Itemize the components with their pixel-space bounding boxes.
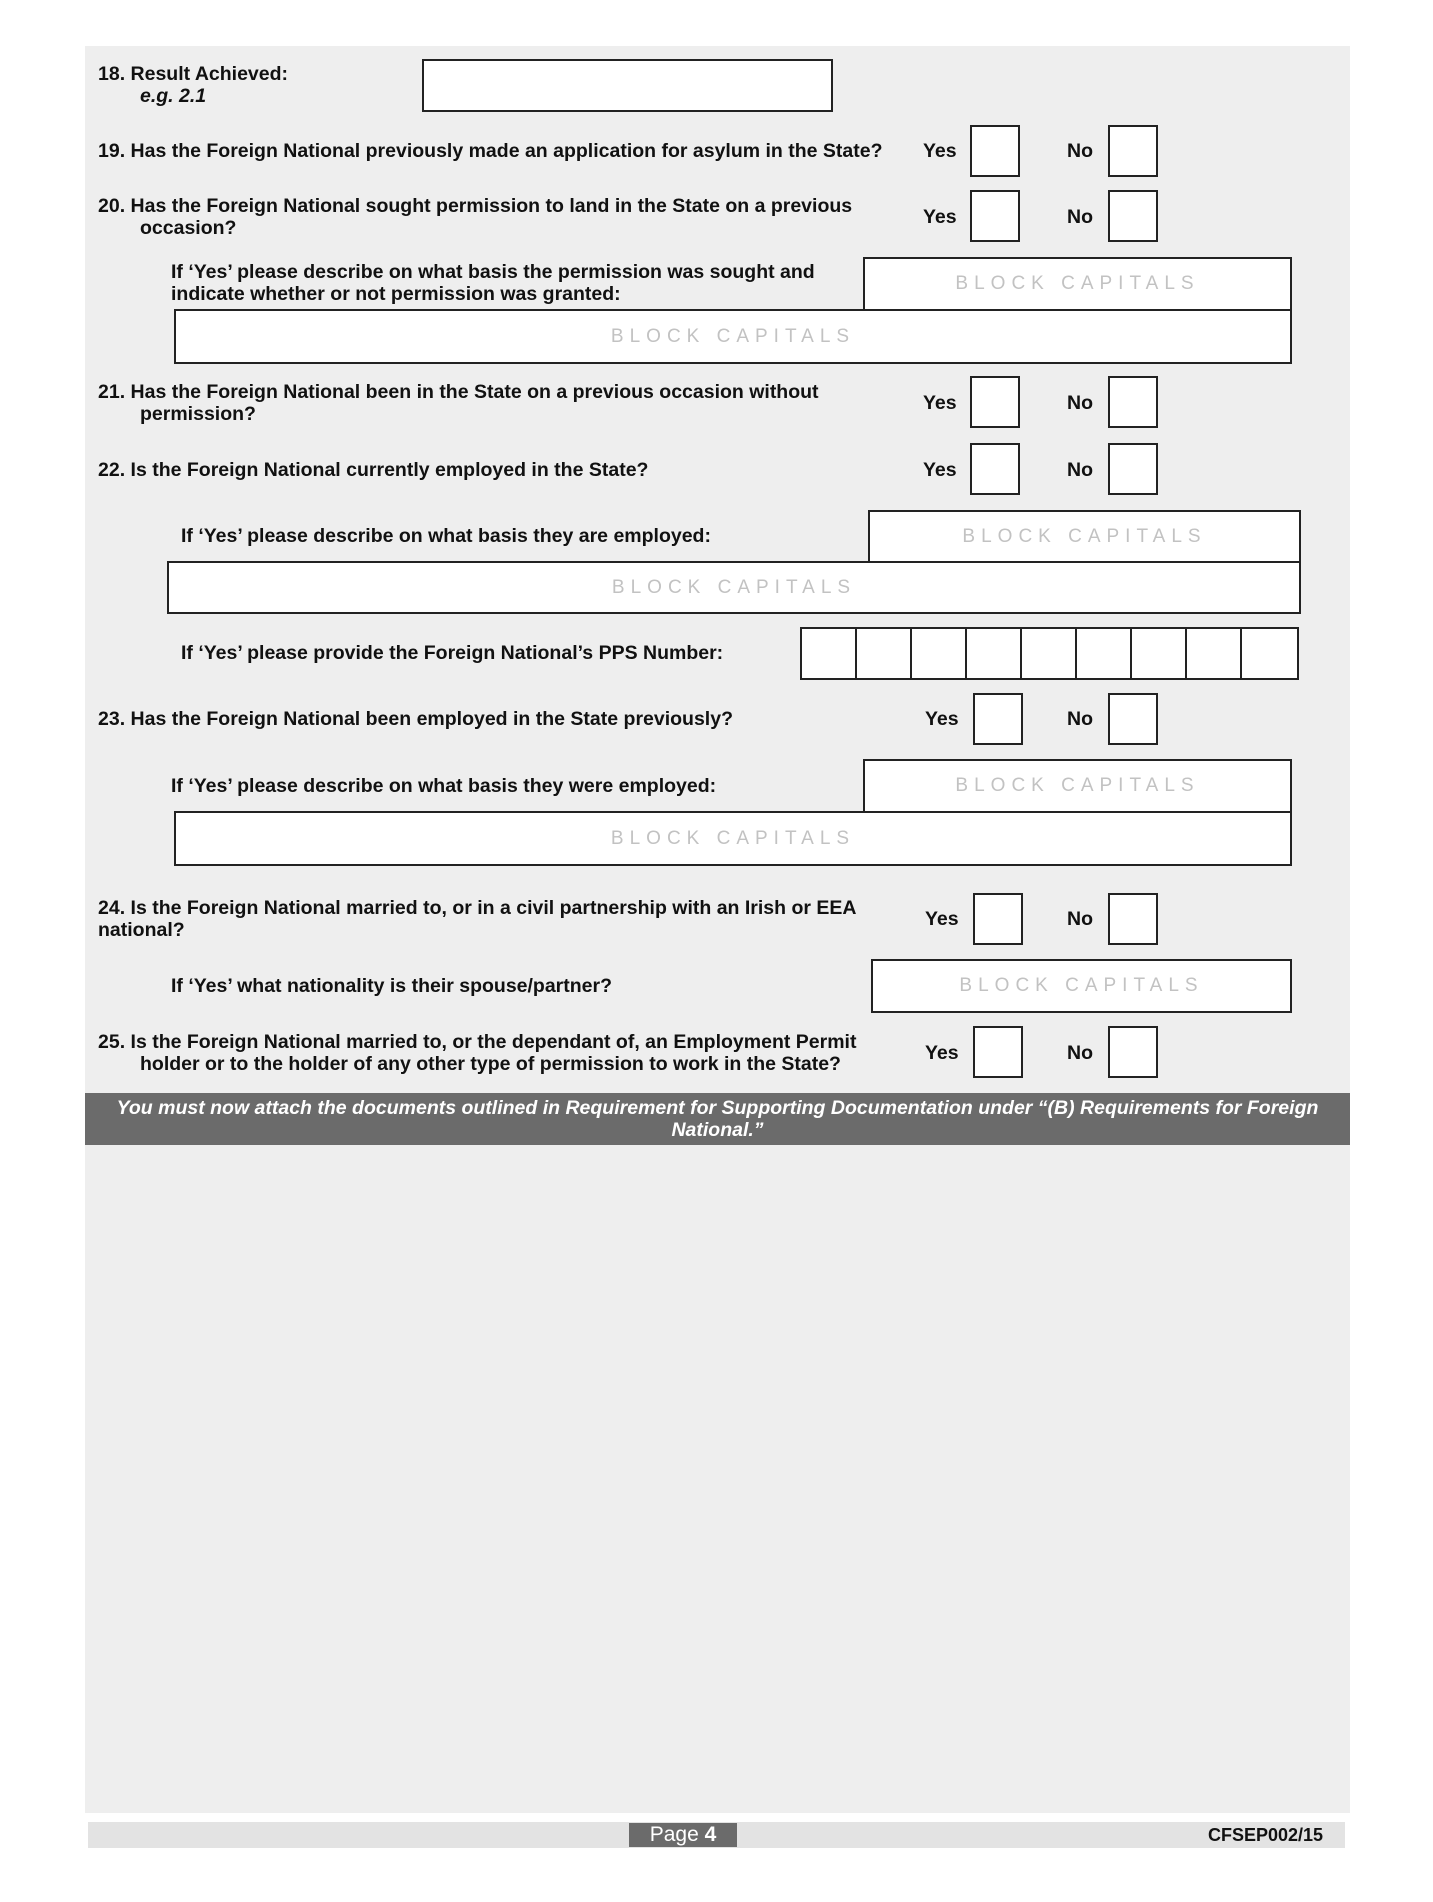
placeholder-text: BLOCK CAPITALS	[959, 975, 1204, 996]
q22-label: 22. Is the Foreign National currently employed in the State?	[98, 459, 649, 481]
q20-no-checkbox[interactable]	[1108, 190, 1158, 242]
q22-basis-field-1[interactable]	[868, 510, 1301, 563]
pps-cell[interactable]	[1242, 629, 1297, 678]
q22-no-label: No	[1067, 459, 1093, 481]
pps-cell[interactable]	[1187, 629, 1242, 678]
placeholder-text: BLOCK CAPITALS	[955, 273, 1200, 294]
q23-basis-field-1[interactable]	[863, 759, 1292, 813]
q19-yes-label: Yes	[923, 140, 957, 162]
q20-yes-checkbox[interactable]	[970, 190, 1020, 242]
q23-yes-checkbox[interactable]	[973, 693, 1023, 745]
q24-followup-label: If ‘Yes’ what nationality is their spouse/partner?	[171, 975, 613, 997]
pps-cell[interactable]	[802, 629, 857, 678]
placeholder-text: BLOCK CAPITALS	[610, 827, 856, 849]
placeholder-text: BLOCK CAPITALS	[962, 525, 1207, 547]
q21-label: 21. Has the Foreign National been in the State on a previous occasion without permission?	[98, 381, 819, 425]
q22-yes-label: Yes	[923, 459, 957, 481]
q23-no-checkbox[interactable]	[1108, 693, 1158, 745]
q23-no-label: No	[1067, 708, 1093, 730]
spouse-nationality-field[interactable]	[871, 959, 1292, 1013]
q20-basis-field-2[interactable]	[174, 309, 1292, 364]
q20-label: 20. Has the Foreign National sought permission to land in the State on a previous occasion?	[98, 195, 853, 239]
q23-followup-label: If ‘Yes’ please describe on what basis they were employed:	[171, 775, 717, 797]
pps-cell[interactable]	[1132, 629, 1187, 678]
q25-yes-label: Yes	[925, 1042, 959, 1064]
pps-label: If ‘Yes’ please provide the Foreign National’s PPS Number:	[181, 642, 724, 664]
q18-example: e.g. 2.1	[140, 85, 207, 107]
q24-yes-checkbox[interactable]	[973, 893, 1023, 945]
q20-no-label: No	[1067, 206, 1093, 228]
q18-label: 18. Result Achieved: e.g. 2.1	[98, 63, 289, 107]
q19-no-checkbox[interactable]	[1108, 125, 1158, 177]
q25-no-checkbox[interactable]	[1108, 1026, 1158, 1078]
q21-yes-label: Yes	[923, 392, 957, 414]
pps-cell[interactable]	[912, 629, 967, 678]
q20-yes-label: Yes	[923, 206, 957, 228]
q22-no-checkbox[interactable]	[1108, 443, 1158, 495]
q22-basis-field-2[interactable]	[167, 561, 1301, 614]
placeholder-text: BLOCK CAPITALS	[955, 775, 1200, 796]
q20-basis-field-1[interactable]	[863, 257, 1292, 311]
q22-yes-checkbox[interactable]	[970, 443, 1020, 495]
placeholder-text: BLOCK CAPITALS	[610, 325, 856, 347]
q19-yes-checkbox[interactable]	[970, 125, 1020, 177]
q19-label: 19. Has the Foreign National previously made an application for asylum in the State?	[98, 140, 883, 162]
form-code: CFSEP002/15	[1208, 1825, 1324, 1845]
q21-no-label: No	[1067, 392, 1093, 414]
q25-label: 25. Is the Foreign National married to, or the dependant of, an Employment Permit holder or to the holder of any other type of permission to work in the State?	[98, 1031, 857, 1075]
pps-cell[interactable]	[1077, 629, 1132, 678]
q25-yes-checkbox[interactable]	[973, 1026, 1023, 1078]
q20-followup-label: If ‘Yes’ please describe on what basis the permission was sought and indicate whether or not permission was granted:	[171, 261, 815, 305]
pps-cell[interactable]	[857, 629, 912, 678]
q21-no-checkbox[interactable]	[1108, 376, 1158, 428]
q23-yes-label: Yes	[925, 708, 959, 730]
q24-yes-label: Yes	[925, 908, 959, 930]
q23-basis-field-2[interactable]	[174, 811, 1292, 866]
q22-followup-label: If ‘Yes’ please describe on what basis they are employed:	[181, 525, 711, 547]
q24-no-checkbox[interactable]	[1108, 893, 1158, 945]
attach-documents-banner: You must now attach the documents outlined in Requirement for Supporting Documentation under “(B) Requirements for Foreign National.”	[85, 1093, 1350, 1145]
q24-label: 24. Is the Foreign National married to, or in a civil partnership with an Irish or EEA national?	[98, 897, 857, 941]
result-achieved-field[interactable]	[422, 59, 833, 112]
page-number-tag: Page 4	[629, 1823, 737, 1847]
pps-cell[interactable]	[967, 629, 1022, 678]
q23-label: 23. Has the Foreign National been employed in the State previously?	[98, 708, 733, 730]
pps-cell[interactable]	[1022, 629, 1077, 678]
q21-yes-checkbox[interactable]	[970, 376, 1020, 428]
q24-no-label: No	[1067, 908, 1093, 930]
q25-no-label: No	[1067, 1042, 1093, 1064]
placeholder-text: BLOCK CAPITALS	[611, 576, 857, 598]
pps-number-field[interactable]	[800, 627, 1299, 680]
q19-no-label: No	[1067, 140, 1093, 162]
